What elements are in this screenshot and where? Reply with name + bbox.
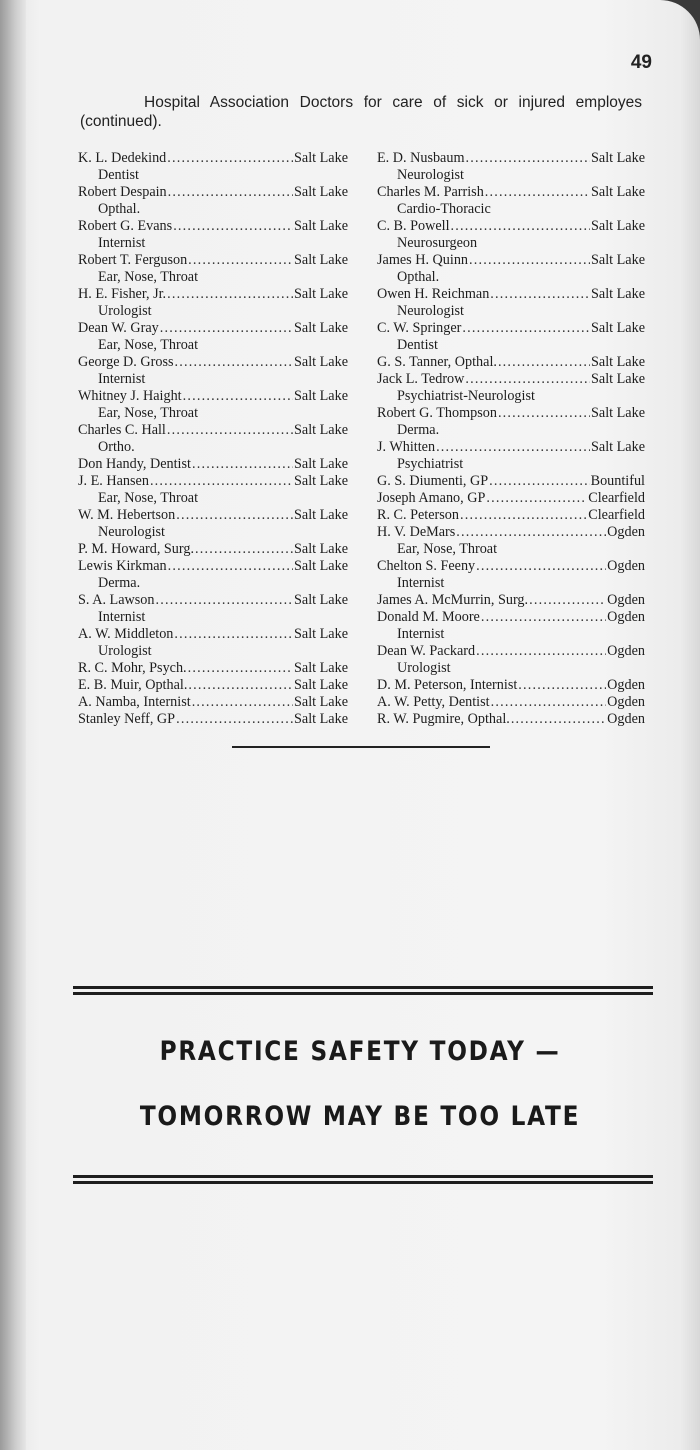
- doctor-city: Salt Lake: [591, 184, 645, 200]
- dot-leader: [451, 218, 590, 235]
- doctor-city: Salt Lake: [294, 660, 348, 676]
- doctor-city: Salt Lake: [294, 354, 348, 370]
- doctor-city: Salt Lake: [591, 150, 645, 166]
- doctor-name: Lewis Kirkman: [78, 558, 167, 574]
- doctor-row: [377, 405, 645, 422]
- dot-leader: [462, 320, 590, 337]
- doctor-entry: [377, 320, 645, 354]
- dot-leader: [460, 507, 587, 524]
- section-divider: [232, 746, 490, 748]
- doctor-city: Salt Lake: [294, 388, 348, 404]
- doctor-city: Clearfield: [588, 490, 645, 506]
- doctor-entry: [377, 592, 645, 609]
- dot-leader: [173, 218, 293, 235]
- doctor-name: G. S. Tanner, Opthal.: [377, 354, 497, 370]
- doctor-row: [377, 524, 645, 541]
- doctor-entry: [78, 711, 348, 728]
- doctor-specialty: Urologist: [98, 303, 152, 319]
- doctor-entry: [78, 354, 348, 388]
- doctor-row: [377, 507, 645, 524]
- dot-leader: [498, 354, 590, 371]
- dot-leader: [498, 405, 590, 422]
- doctor-row: [377, 371, 645, 388]
- doctor-entry: [78, 473, 348, 507]
- doctor-city: Salt Lake: [294, 184, 348, 200]
- doctor-entry: [78, 252, 348, 286]
- doctor-specialty: Dentist: [98, 167, 139, 183]
- doctor-name: Joseph Amano, GP: [377, 490, 486, 506]
- dot-leader: [490, 286, 590, 303]
- right-doctor-column: [377, 150, 645, 728]
- doctor-specialty: Internist: [98, 235, 146, 251]
- doctor-city: Salt Lake: [591, 439, 645, 455]
- bottom-double-rule: [73, 1175, 653, 1184]
- doctor-name: C. W. Springer: [377, 320, 462, 336]
- doctor-name: C. B. Powell: [377, 218, 450, 234]
- doctor-row: [377, 592, 645, 609]
- doctor-row: [377, 354, 645, 371]
- doctor-entry: [377, 218, 645, 252]
- doctor-city: Salt Lake: [294, 150, 348, 166]
- doctor-entry: [377, 524, 645, 558]
- doctor-entry: [377, 643, 645, 677]
- doctor-row: [78, 218, 348, 235]
- doctor-entry: [377, 558, 645, 592]
- doctor-entry: [377, 354, 645, 371]
- slogan-line-2: TOMORROW MAY BE TOO LATE: [139, 1101, 581, 1132]
- doctor-row: [78, 711, 348, 728]
- doctor-entry: [377, 507, 645, 524]
- doctor-name: Dean W. Gray: [78, 320, 159, 336]
- dot-leader: [192, 694, 293, 711]
- dot-leader: [436, 439, 590, 456]
- doctor-specialty: Internist: [98, 609, 146, 625]
- doctor-entry: [78, 694, 348, 711]
- doctor-row: [78, 694, 348, 711]
- doctor-entry: [78, 150, 348, 184]
- doctor-city: Salt Lake: [294, 677, 348, 693]
- book-spine: [0, 0, 26, 1450]
- doctor-specialty: Neurosurgeon: [397, 235, 478, 251]
- doctor-city: Ogden: [607, 694, 645, 710]
- doctor-row: [78, 456, 348, 473]
- doctor-entry: [377, 405, 645, 439]
- doctor-name: Robert G. Thompson: [377, 405, 497, 421]
- doctor-row: [78, 592, 348, 609]
- doctor-entry: [78, 660, 348, 677]
- doctor-name: James H. Quinn: [377, 252, 469, 268]
- doctor-city: Salt Lake: [294, 286, 348, 302]
- doctor-name: Donald M. Moore: [377, 609, 480, 625]
- doctor-entry: [377, 184, 645, 218]
- doctor-entry: [377, 150, 645, 184]
- doctor-row: [377, 218, 645, 235]
- dot-leader: [529, 592, 606, 609]
- doctor-city: Salt Lake: [591, 354, 645, 370]
- intro-heading: Hospital Association Doctors for care of sick or injured employes (continued).: [80, 94, 642, 130]
- doctor-name: P. M. Howard, Surg.: [78, 541, 195, 557]
- doctor-city: Salt Lake: [591, 320, 645, 336]
- doctor-row: [377, 694, 645, 711]
- dot-leader: [465, 371, 590, 388]
- doctor-name: G. S. Diumenti, GP: [377, 473, 489, 489]
- doctor-name: Robert G. Evans: [78, 218, 173, 234]
- dot-leader: [174, 626, 293, 643]
- dot-leader: [481, 609, 606, 626]
- doctor-entry: [78, 677, 348, 694]
- doctor-city: Salt Lake: [591, 218, 645, 234]
- doctor-row: [78, 660, 348, 677]
- slogan-line-1: PRACTICE SAFETY TODAY —: [159, 1036, 561, 1067]
- doctor-row: [377, 473, 645, 490]
- doctor-name: Chelton S. Feeny: [377, 558, 476, 574]
- doctor-entry: [78, 456, 348, 473]
- doctor-name: Owen H. Reichman: [377, 286, 490, 302]
- doctor-city: Salt Lake: [294, 252, 348, 268]
- doctor-specialty: Neurologist: [397, 303, 464, 319]
- doctor-city: Salt Lake: [294, 626, 348, 642]
- doctor-name: R. W. Pugmire, Opthal.: [377, 711, 510, 727]
- doctor-name: E. B. Muir, Opthal.: [78, 677, 188, 693]
- doctor-specialty: Derma.: [397, 422, 440, 438]
- doctor-name: W. M. Hebertson: [78, 507, 176, 523]
- doctor-entry: [78, 507, 348, 541]
- doctor-row: [377, 490, 645, 507]
- doctor-specialty: Internist: [98, 371, 146, 387]
- doctor-specialty: Internist: [397, 575, 445, 591]
- doctor-entry: [78, 320, 348, 354]
- doctor-entry: [78, 592, 348, 626]
- dot-leader: [192, 456, 293, 473]
- dot-leader: [518, 677, 606, 694]
- doctor-name: James A. McMurrin, Surg.: [377, 592, 529, 608]
- doctor-row: [377, 643, 645, 660]
- doctor-city: Ogden: [607, 524, 645, 540]
- doctor-row: [377, 320, 645, 337]
- doctor-row: [377, 439, 645, 456]
- dot-leader: [489, 473, 589, 490]
- doctor-specialty: Ear, Nose, Throat: [397, 541, 498, 557]
- doctor-name: George D. Gross: [78, 354, 174, 370]
- doctor-name: Dean W. Packard: [377, 643, 476, 659]
- doctor-city: Salt Lake: [294, 218, 348, 234]
- dot-leader: [486, 490, 587, 507]
- doctor-row: [78, 252, 348, 269]
- doctor-specialty: Opthal.: [98, 201, 141, 217]
- dot-leader: [485, 184, 590, 201]
- doctor-city: Ogden: [607, 592, 645, 608]
- doctor-row: [377, 286, 645, 303]
- doctor-city: Salt Lake: [294, 456, 348, 472]
- dot-leader: [476, 558, 606, 575]
- doctor-entry: [377, 473, 645, 490]
- doctor-row: [377, 558, 645, 575]
- doctor-entry: [377, 252, 645, 286]
- doctor-city: Salt Lake: [294, 541, 348, 557]
- doctor-specialty: Psychiatrist: [397, 456, 464, 472]
- dot-leader: [176, 507, 293, 524]
- doctor-specialty: Cardio-Thoracic: [397, 201, 491, 217]
- doctor-city: Salt Lake: [591, 405, 645, 421]
- left-doctor-column: [78, 150, 348, 728]
- dot-leader: [188, 660, 293, 677]
- doctor-city: Salt Lake: [294, 694, 348, 710]
- dot-leader: [188, 252, 293, 269]
- doctor-entry: [78, 558, 348, 592]
- top-double-rule: [73, 986, 653, 995]
- doctor-specialty: Dentist: [397, 337, 438, 353]
- dot-leader: [167, 286, 293, 303]
- doctor-row: [78, 422, 348, 439]
- dot-leader: [195, 541, 293, 558]
- doctor-row: [377, 609, 645, 626]
- doctor-city: Ogden: [607, 558, 645, 574]
- doctor-name: A. W. Petty, Dentist: [377, 694, 490, 710]
- doctor-entry: [377, 694, 645, 711]
- doctor-row: [377, 677, 645, 694]
- doctor-specialty: Neurologist: [98, 524, 165, 540]
- doctor-row: [78, 507, 348, 524]
- doctor-entry: [78, 626, 348, 660]
- doctor-specialty: Opthal.: [397, 269, 440, 285]
- doctor-row: [78, 286, 348, 303]
- dot-leader: [176, 711, 293, 728]
- doctor-name: S. A. Lawson: [78, 592, 155, 608]
- doctor-specialty: Ortho.: [98, 439, 135, 455]
- dot-leader: [188, 677, 293, 694]
- dot-leader: [183, 388, 293, 405]
- dot-leader: [469, 252, 590, 269]
- doctor-entry: [78, 184, 348, 218]
- doctor-entry: [377, 677, 645, 694]
- doctor-city: Clearfield: [588, 507, 645, 523]
- doctor-name: J. Whitten: [377, 439, 436, 455]
- dot-leader: [167, 150, 293, 167]
- doctor-entry: [78, 286, 348, 320]
- doctor-city: Ogden: [607, 609, 645, 625]
- page-number: 49: [630, 52, 652, 73]
- doctor-name: Charles M. Parrish: [377, 184, 484, 200]
- doctor-row: [78, 184, 348, 201]
- doctor-entry: [377, 711, 645, 728]
- doctor-city: Salt Lake: [294, 711, 348, 727]
- doctor-name: R. C. Mohr, Psych.: [78, 660, 187, 676]
- doctor-city: Salt Lake: [294, 558, 348, 574]
- doctor-name: E. D. Nusbaum: [377, 150, 465, 166]
- dot-leader: [491, 694, 607, 711]
- doctor-name: R. C. Peterson: [377, 507, 459, 523]
- doctor-specialty: Neurologist: [397, 167, 464, 183]
- doctor-name: A. Namba, Internist: [78, 694, 191, 710]
- doctor-specialty: Psychiatrist-Neurologist: [397, 388, 535, 404]
- doctor-city: Salt Lake: [294, 320, 348, 336]
- doctor-city: Salt Lake: [294, 473, 348, 489]
- doctor-city: Salt Lake: [294, 422, 348, 438]
- doctor-name: A. W. Middleton: [78, 626, 174, 642]
- doctor-name: Whitney J. Haight: [78, 388, 182, 404]
- doctor-row: [377, 150, 645, 167]
- doctor-entry: [377, 286, 645, 320]
- doctor-name: Charles C. Hall: [78, 422, 166, 438]
- doctor-city: Ogden: [607, 677, 645, 693]
- doctor-city: Salt Lake: [591, 252, 645, 268]
- doctor-name: Robert Despain: [78, 184, 167, 200]
- doctor-specialty: Urologist: [397, 660, 451, 676]
- dot-leader: [465, 150, 590, 167]
- dot-leader: [511, 711, 606, 728]
- doctor-entry: [78, 388, 348, 422]
- doctor-entry: [78, 218, 348, 252]
- doctor-specialty: Urologist: [98, 643, 152, 659]
- doctor-specialty: Derma.: [98, 575, 141, 591]
- doctor-row: [78, 320, 348, 337]
- dot-leader: [167, 422, 293, 439]
- dot-leader: [168, 558, 293, 575]
- doctor-row: [78, 354, 348, 371]
- doctor-city: Salt Lake: [294, 592, 348, 608]
- doctor-row: [78, 473, 348, 490]
- doctor-specialty: Ear, Nose, Throat: [98, 490, 199, 506]
- doctor-name: K. L. Dedekind: [78, 150, 167, 166]
- doctor-city: Bountiful: [590, 473, 645, 489]
- doctor-row: [78, 150, 348, 167]
- dot-leader: [168, 184, 293, 201]
- doctor-specialty: Ear, Nose, Throat: [98, 405, 199, 421]
- doctor-entry: [377, 371, 645, 405]
- doctor-city: Salt Lake: [591, 371, 645, 387]
- dot-leader: [160, 320, 293, 337]
- doctor-row: [377, 252, 645, 269]
- doctor-row: [78, 558, 348, 575]
- dot-leader: [175, 354, 294, 371]
- doctor-entry: [377, 490, 645, 507]
- doctor-city: Salt Lake: [591, 286, 645, 302]
- doctor-entry: [377, 609, 645, 643]
- doctor-name: H. V. DeMars: [377, 524, 456, 540]
- doctor-row: [78, 541, 348, 558]
- doctor-name: Stanley Neff, GP: [78, 711, 176, 727]
- dot-leader: [155, 592, 293, 609]
- doctor-name: Don Handy, Dentist: [78, 456, 191, 472]
- doctor-city: Ogden: [607, 643, 645, 659]
- doctor-row: [78, 626, 348, 643]
- doctor-name: Jack L. Tedrow: [377, 371, 465, 387]
- doctor-row: [78, 677, 348, 694]
- doctor-city: Ogden: [607, 711, 645, 727]
- doctor-specialty: Internist: [397, 626, 445, 642]
- doctor-entry: [78, 422, 348, 456]
- doctor-entry: [78, 541, 348, 558]
- doctor-specialty: Ear, Nose, Throat: [98, 269, 199, 285]
- doctor-specialty: Ear, Nose, Throat: [98, 337, 199, 353]
- doctor-name: Robert T. Ferguson: [78, 252, 188, 268]
- doctor-name: H. E. Fisher, Jr.: [78, 286, 167, 302]
- doctor-row: [377, 184, 645, 201]
- dot-leader: [456, 524, 606, 541]
- doctor-city: Salt Lake: [294, 507, 348, 523]
- doctor-name: J. E. Hansen: [78, 473, 149, 489]
- dot-leader: [476, 643, 606, 660]
- doctor-name: D. M. Peterson, Internist: [377, 677, 518, 693]
- doctor-row: [377, 711, 645, 728]
- dot-leader: [150, 473, 293, 490]
- doctor-entry: [377, 439, 645, 473]
- doctor-row: [78, 388, 348, 405]
